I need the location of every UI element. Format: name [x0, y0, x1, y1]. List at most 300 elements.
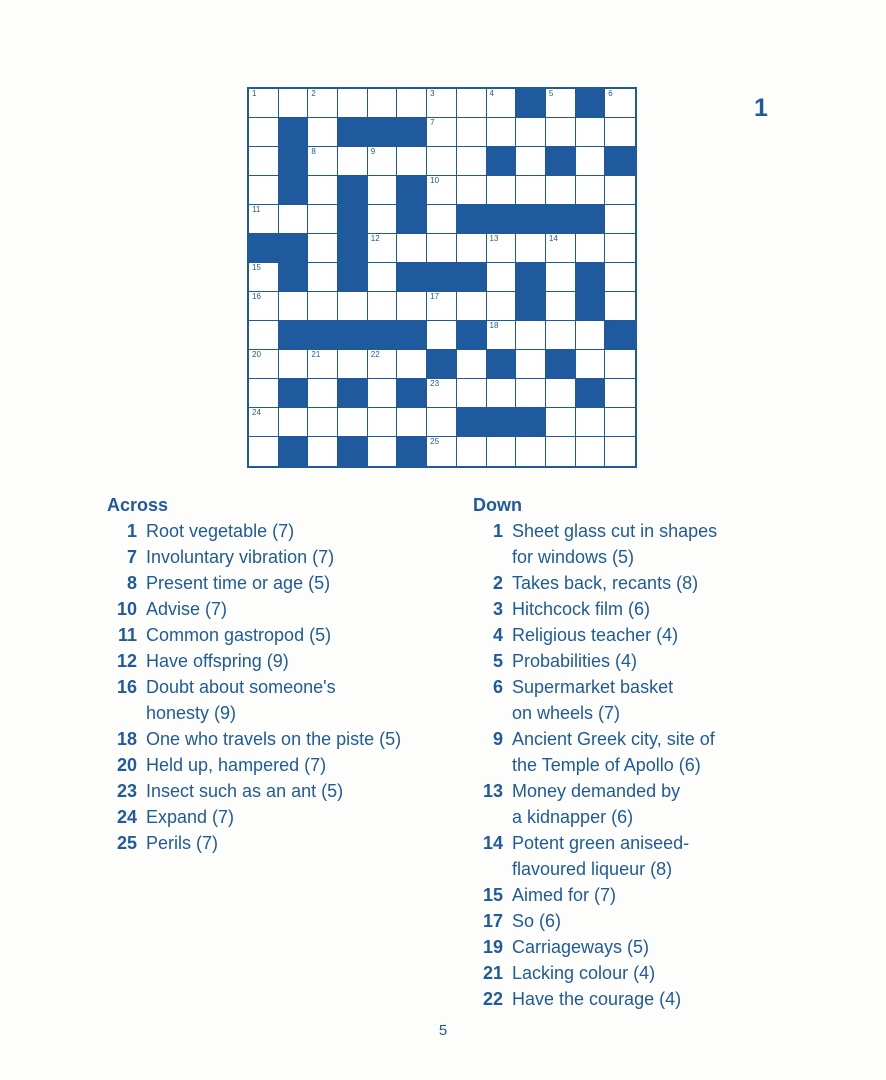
- grid-cell[interactable]: [249, 118, 279, 147]
- clue-text: [146, 648, 289, 674]
- grid-cell[interactable]: [546, 379, 576, 408]
- grid-cell[interactable]: [605, 234, 635, 263]
- cell-number: 14: [548, 234, 558, 243]
- down-clue: [473, 648, 853, 674]
- grid-cell-blocked: [487, 408, 517, 437]
- grid-cell[interactable]: [487, 321, 517, 350]
- grid-cell[interactable]: [576, 118, 606, 147]
- clue-text-line: for windows (5): [512, 547, 635, 567]
- grid-cell-blocked: [576, 205, 606, 234]
- clue-text-line: So (6): [512, 911, 562, 931]
- grid-cell[interactable]: [397, 147, 427, 176]
- grid-cell-blocked: [516, 205, 546, 234]
- down-clue: [473, 986, 853, 1012]
- grid-cell[interactable]: [427, 437, 457, 466]
- cell-number: 8: [311, 147, 316, 156]
- grid-cell[interactable]: [338, 89, 368, 118]
- down-clue: [473, 934, 853, 960]
- grid-cell[interactable]: [308, 205, 338, 234]
- clue-text: [512, 882, 616, 908]
- grid-cell[interactable]: [576, 408, 606, 437]
- grid-cell[interactable]: [427, 147, 457, 176]
- grid-cell[interactable]: [457, 147, 487, 176]
- grid-cell[interactable]: [516, 118, 546, 147]
- grid-cell[interactable]: [279, 89, 309, 118]
- grid-cell[interactable]: [308, 437, 338, 466]
- clue-text-line: Root vegetable (7): [146, 521, 295, 541]
- grid-cell[interactable]: [249, 176, 279, 205]
- cell-number: 19: [608, 321, 618, 330]
- grid-cell[interactable]: [249, 147, 279, 176]
- clue-text-line: Takes back, recants (8): [512, 573, 699, 593]
- grid-cell-blocked: [397, 437, 427, 466]
- cell-number: 5: [548, 89, 554, 98]
- clue-text: [512, 830, 689, 882]
- grid-cell[interactable]: [338, 350, 368, 379]
- down-clue: [473, 778, 853, 830]
- clue-text-line: Potent green aniseed-: [512, 833, 690, 853]
- grid-cell[interactable]: [546, 118, 576, 147]
- clue-number: 25: [116, 833, 137, 853]
- grid-cell-blocked: [279, 147, 309, 176]
- grid-cell[interactable]: [457, 379, 487, 408]
- grid-cell-blocked: [338, 437, 368, 466]
- grid-cell[interactable]: [427, 321, 457, 350]
- grid-cell[interactable]: [546, 292, 576, 321]
- grid-cell[interactable]: [457, 292, 487, 321]
- clue-text-line: One who travels on the piste (5): [146, 729, 402, 749]
- grid-cell[interactable]: [308, 89, 338, 118]
- puzzle-number: 1: [754, 94, 768, 122]
- clue-text-line: Sheet glass cut in shapes: [512, 521, 718, 541]
- grid-cell[interactable]: [576, 350, 606, 379]
- clue-number: 18: [116, 729, 137, 749]
- grid-cell[interactable]: [427, 205, 457, 234]
- grid-cell[interactable]: [279, 408, 309, 437]
- cell-number: 3: [430, 89, 435, 98]
- clue-text-line: Expand (7): [146, 807, 235, 827]
- grid-cell-blocked: [546, 350, 576, 379]
- grid-cell[interactable]: [516, 321, 546, 350]
- clue-text-line: Money demanded by: [512, 781, 681, 801]
- grid-cell[interactable]: [516, 437, 546, 466]
- clue-number: 10: [116, 599, 137, 619]
- grid-cell[interactable]: [457, 118, 487, 147]
- grid-cell[interactable]: [487, 292, 517, 321]
- clue-number: 17: [482, 911, 503, 931]
- clue-text: [146, 778, 343, 804]
- grid-cell-blocked: [576, 263, 606, 292]
- down-clue: [473, 908, 853, 934]
- across-clue: [107, 674, 457, 726]
- clue-text-line: Aimed for (7): [512, 885, 617, 905]
- cell-number: 24: [252, 408, 261, 417]
- down-clue: [473, 674, 853, 726]
- grid-cell-blocked: [576, 89, 606, 118]
- grid-cell[interactable]: [308, 176, 338, 205]
- grid-cell[interactable]: [487, 89, 517, 118]
- clue-text: [146, 674, 336, 726]
- grid-cell[interactable]: [308, 234, 338, 263]
- clue-text: [146, 726, 401, 752]
- cell-number: 4: [489, 89, 494, 98]
- grid-cell[interactable]: [249, 379, 279, 408]
- grid-cell[interactable]: [546, 263, 576, 292]
- across-clue: [107, 518, 457, 544]
- grid-cell-blocked: [397, 176, 427, 205]
- clue-number: 9: [492, 729, 503, 749]
- grid-cell[interactable]: [368, 147, 398, 176]
- across-clue-list: [107, 518, 457, 856]
- grid-cell-blocked: [457, 263, 487, 292]
- grid-cell[interactable]: [427, 176, 457, 205]
- grid-cell[interactable]: [308, 408, 338, 437]
- across-clue: [107, 804, 457, 830]
- clue-number: 23: [116, 781, 137, 801]
- grid-cell-blocked: [397, 205, 427, 234]
- cell-number: 17: [430, 292, 440, 301]
- clue-number: 2: [492, 573, 503, 593]
- cell-number: 7: [430, 118, 435, 127]
- across-heading: Across: [107, 495, 169, 515]
- crossword-grid[interactable]: [247, 87, 637, 468]
- grid-cell[interactable]: [546, 437, 576, 466]
- grid-cell-blocked: [338, 379, 368, 408]
- cell-number: 23: [430, 379, 440, 388]
- cell-number: 10: [430, 176, 440, 185]
- cell-number: 25: [430, 437, 440, 446]
- grid-cell[interactable]: [605, 205, 635, 234]
- grid-cell-blocked: [605, 321, 635, 350]
- clue-number: 20: [116, 755, 137, 775]
- grid-cell[interactable]: [368, 408, 398, 437]
- grid-cell[interactable]: [397, 408, 427, 437]
- grid-cell[interactable]: [576, 437, 606, 466]
- grid-cell[interactable]: [427, 234, 457, 263]
- grid-cell[interactable]: [338, 292, 368, 321]
- clue-number: 13: [482, 781, 503, 801]
- grid-cell[interactable]: [605, 263, 635, 292]
- clue-number: 5: [492, 651, 503, 671]
- clue-text: [512, 596, 650, 622]
- grid-cell[interactable]: [516, 234, 546, 263]
- across-clue: [107, 544, 457, 570]
- grid-cell[interactable]: [605, 350, 635, 379]
- grid-cell-blocked: [487, 350, 517, 379]
- grid-cell[interactable]: [308, 379, 338, 408]
- cell-number: 13: [489, 234, 499, 243]
- grid-cell[interactable]: [249, 263, 279, 292]
- grid-cell[interactable]: [576, 176, 606, 205]
- grid-cell[interactable]: [368, 379, 398, 408]
- clue-text: [512, 986, 681, 1012]
- clue-text: [512, 934, 649, 960]
- grid-cell[interactable]: [457, 350, 487, 379]
- grid-cell[interactable]: [427, 292, 457, 321]
- grid-cell[interactable]: [576, 147, 606, 176]
- clue-text-line: Doubt about someone's: [146, 677, 336, 697]
- grid-cell[interactable]: [457, 89, 487, 118]
- grid-cell[interactable]: [605, 89, 635, 118]
- down-clue: [473, 830, 853, 882]
- down-heading: Down: [473, 495, 522, 515]
- clue-number: 4: [492, 625, 503, 645]
- grid-cell[interactable]: [397, 89, 427, 118]
- grid-cell-blocked: [338, 234, 368, 263]
- grid-cell[interactable]: [249, 350, 279, 379]
- across-clue: [107, 830, 457, 856]
- grid-cell[interactable]: [487, 437, 517, 466]
- clue-number: 1: [126, 521, 137, 541]
- grid-cell[interactable]: [487, 176, 517, 205]
- grid-cell[interactable]: [249, 437, 279, 466]
- grid-cell-blocked: [397, 379, 427, 408]
- grid-cell-blocked: [397, 118, 427, 147]
- clue-text-line: Probabilities (4): [512, 651, 638, 671]
- clue-number: 6: [492, 677, 503, 697]
- grid-cell-blocked: [516, 89, 546, 118]
- clue-number: 7: [126, 547, 137, 567]
- grid-cell-blocked: [487, 205, 517, 234]
- grid-cell-blocked: [516, 408, 546, 437]
- down-clue-list: [473, 518, 853, 1012]
- grid-cell[interactable]: [279, 292, 309, 321]
- cell-number: 15: [252, 263, 261, 272]
- grid-cell-blocked: [279, 176, 309, 205]
- grid-cell[interactable]: [605, 408, 635, 437]
- grid-cell[interactable]: [605, 118, 635, 147]
- grid-cell-blocked: [427, 350, 457, 379]
- cell-number: 11: [252, 205, 261, 214]
- grid-cell[interactable]: [338, 408, 368, 437]
- grid-cell[interactable]: [516, 147, 546, 176]
- grid-cell-blocked: [279, 263, 309, 292]
- grid-cell[interactable]: [368, 234, 398, 263]
- grid-cell[interactable]: [249, 408, 279, 437]
- across-clue: [107, 726, 457, 752]
- clue-text: [146, 596, 227, 622]
- grid-cell[interactable]: [546, 234, 576, 263]
- grid-cell-blocked: [516, 292, 546, 321]
- grid-cell[interactable]: [308, 263, 338, 292]
- clue-number: 14: [482, 833, 503, 853]
- clue-text: [512, 570, 698, 596]
- down-clue: [473, 960, 853, 986]
- grid-cell-blocked: [397, 321, 427, 350]
- grid-cell[interactable]: [308, 118, 338, 147]
- down-clue: [473, 726, 853, 778]
- clue-number: 8: [126, 573, 137, 593]
- clue-text: [146, 804, 234, 830]
- clue-text-line: Common gastropod (5): [146, 625, 332, 645]
- across-clues: [107, 494, 457, 856]
- grid-cell[interactable]: [605, 292, 635, 321]
- grid-cell[interactable]: [516, 379, 546, 408]
- grid-cell-blocked: [279, 437, 309, 466]
- grid-cell-blocked: [487, 147, 517, 176]
- cell-number: 21: [311, 350, 321, 359]
- grid-cell[interactable]: [249, 205, 279, 234]
- grid-cell-blocked: [249, 234, 279, 263]
- grid-cell[interactable]: [308, 147, 338, 176]
- clue-number: 19: [482, 937, 503, 957]
- cell-number: 22: [370, 350, 380, 359]
- grid-cell[interactable]: [457, 234, 487, 263]
- clue-text: [512, 518, 717, 570]
- clue-number: 12: [116, 651, 137, 671]
- clue-text-line: Lacking colour (4): [512, 963, 656, 983]
- grid-cell[interactable]: [368, 205, 398, 234]
- clue-text-line: a kidnapper (6): [512, 807, 634, 827]
- grid-cell[interactable]: [427, 379, 457, 408]
- clue-text: [146, 622, 331, 648]
- down-clue: [473, 596, 853, 622]
- grid-cell[interactable]: [516, 176, 546, 205]
- clue-text-line: Present time or age (5): [146, 573, 331, 593]
- grid-cell-blocked: [279, 234, 309, 263]
- clue-text: [512, 726, 715, 778]
- grid-cell[interactable]: [457, 176, 487, 205]
- grid-cell-blocked: [338, 321, 368, 350]
- grid-cell[interactable]: [308, 292, 338, 321]
- clue-number: 16: [116, 677, 137, 697]
- grid-cell-blocked: [516, 263, 546, 292]
- grid-cell-blocked: [457, 321, 487, 350]
- grid-cell-blocked: [279, 379, 309, 408]
- grid-cell[interactable]: [279, 205, 309, 234]
- grid-cell[interactable]: [368, 437, 398, 466]
- clue-number: 21: [482, 963, 503, 983]
- cell-number: 16: [252, 292, 261, 301]
- grid-cell[interactable]: [279, 350, 309, 379]
- cell-number: 18: [489, 321, 499, 330]
- down-clues: [473, 494, 853, 1012]
- grid-cell-blocked: [427, 263, 457, 292]
- grid-cell[interactable]: [487, 379, 517, 408]
- grid-cell[interactable]: [308, 350, 338, 379]
- grid-cell[interactable]: [457, 437, 487, 466]
- grid-cell[interactable]: [249, 292, 279, 321]
- grid-cell[interactable]: [368, 350, 398, 379]
- clue-number: 1: [492, 521, 503, 541]
- grid-cell-blocked: [279, 118, 309, 147]
- grid-cell-blocked: [457, 408, 487, 437]
- cell-number: 20: [252, 350, 261, 359]
- cell-number: 1: [252, 89, 257, 98]
- clue-text-line: Have offspring (9): [146, 651, 289, 671]
- grid-cell-blocked: [308, 321, 338, 350]
- grid-cell[interactable]: [546, 321, 576, 350]
- grid-cell[interactable]: [397, 292, 427, 321]
- grid-cell[interactable]: [368, 292, 398, 321]
- clue-text: [146, 544, 334, 570]
- clue-text: [512, 622, 678, 648]
- grid-cell[interactable]: [427, 118, 457, 147]
- across-clue: [107, 778, 457, 804]
- grid-cell[interactable]: [427, 408, 457, 437]
- page-number: 5: [438, 1022, 448, 1039]
- clue-text-line: Held up, hampered (7): [146, 755, 327, 775]
- down-clue: [473, 518, 853, 570]
- grid-cell[interactable]: [546, 89, 576, 118]
- grid-cell[interactable]: [397, 234, 427, 263]
- grid-cell-blocked: [546, 205, 576, 234]
- clue-number: 3: [492, 599, 503, 619]
- grid-cell[interactable]: [249, 321, 279, 350]
- cell-number: 12: [370, 234, 380, 243]
- clue-text-line: Ancient Greek city, site of: [512, 729, 715, 749]
- grid-cell-blocked: [338, 263, 368, 292]
- clue-text-line: Hitchcock film (6): [512, 599, 651, 619]
- cell-number: 6: [608, 89, 613, 98]
- clue-text: [512, 960, 655, 986]
- grid-cell[interactable]: [368, 176, 398, 205]
- clue-text-line: honesty (9): [146, 703, 237, 723]
- grid-cell[interactable]: [487, 118, 517, 147]
- clue-text-line: Insect such as an ant (5): [146, 781, 344, 801]
- grid-cell-blocked: [397, 263, 427, 292]
- grid-cell-blocked: [338, 205, 368, 234]
- clue-text-line: Have the courage (4): [512, 989, 682, 1009]
- grid-cell-blocked: [368, 321, 398, 350]
- grid-cell-blocked: [605, 147, 635, 176]
- grid-cell[interactable]: [576, 321, 606, 350]
- grid-cell[interactable]: [338, 147, 368, 176]
- across-clue: [107, 648, 457, 674]
- grid-cell-blocked: [368, 118, 398, 147]
- across-clue: [107, 752, 457, 778]
- clue-number: 11: [117, 625, 137, 645]
- grid-cell[interactable]: [249, 89, 279, 118]
- down-clue: [473, 882, 853, 908]
- clue-text: [512, 674, 673, 726]
- grid-cell[interactable]: [487, 263, 517, 292]
- grid-cell[interactable]: [546, 176, 576, 205]
- grid-cell-blocked: [576, 292, 606, 321]
- grid-cell[interactable]: [397, 350, 427, 379]
- grid-cell-blocked: [338, 176, 368, 205]
- clue-text: [146, 830, 218, 856]
- grid-cell[interactable]: [368, 89, 398, 118]
- clue-text-line: Involuntary vibration (7): [146, 547, 335, 567]
- grid-cell[interactable]: [516, 350, 546, 379]
- grid-cell[interactable]: [487, 234, 517, 263]
- clue-text-line: Supermarket basket: [512, 677, 674, 697]
- clue-text-line: flavoured liqueur (8): [512, 859, 673, 879]
- grid-cell[interactable]: [605, 176, 635, 205]
- grid-cell[interactable]: [576, 234, 606, 263]
- clue-text-line: the Temple of Apollo (6): [512, 755, 701, 775]
- grid-cell[interactable]: [546, 408, 576, 437]
- grid-cell[interactable]: [427, 89, 457, 118]
- grid-cell[interactable]: [368, 263, 398, 292]
- grid-cell-blocked: [546, 147, 576, 176]
- cell-number: 2: [311, 89, 316, 98]
- grid-cell-blocked: [338, 118, 368, 147]
- grid-cell[interactable]: [605, 379, 635, 408]
- clue-text: [512, 648, 637, 674]
- clue-text: [146, 570, 330, 596]
- clue-text: [512, 908, 561, 934]
- cell-number: 9: [370, 147, 376, 156]
- down-clue: [473, 570, 853, 596]
- clue-text-line: Perils (7): [146, 833, 219, 853]
- grid-cell-blocked: [576, 379, 606, 408]
- clue-text-line: Religious teacher (4): [512, 625, 679, 645]
- clue-text: [512, 778, 680, 830]
- clue-text-line: Carriageways (5): [512, 937, 650, 957]
- grid-cell[interactable]: [605, 437, 635, 466]
